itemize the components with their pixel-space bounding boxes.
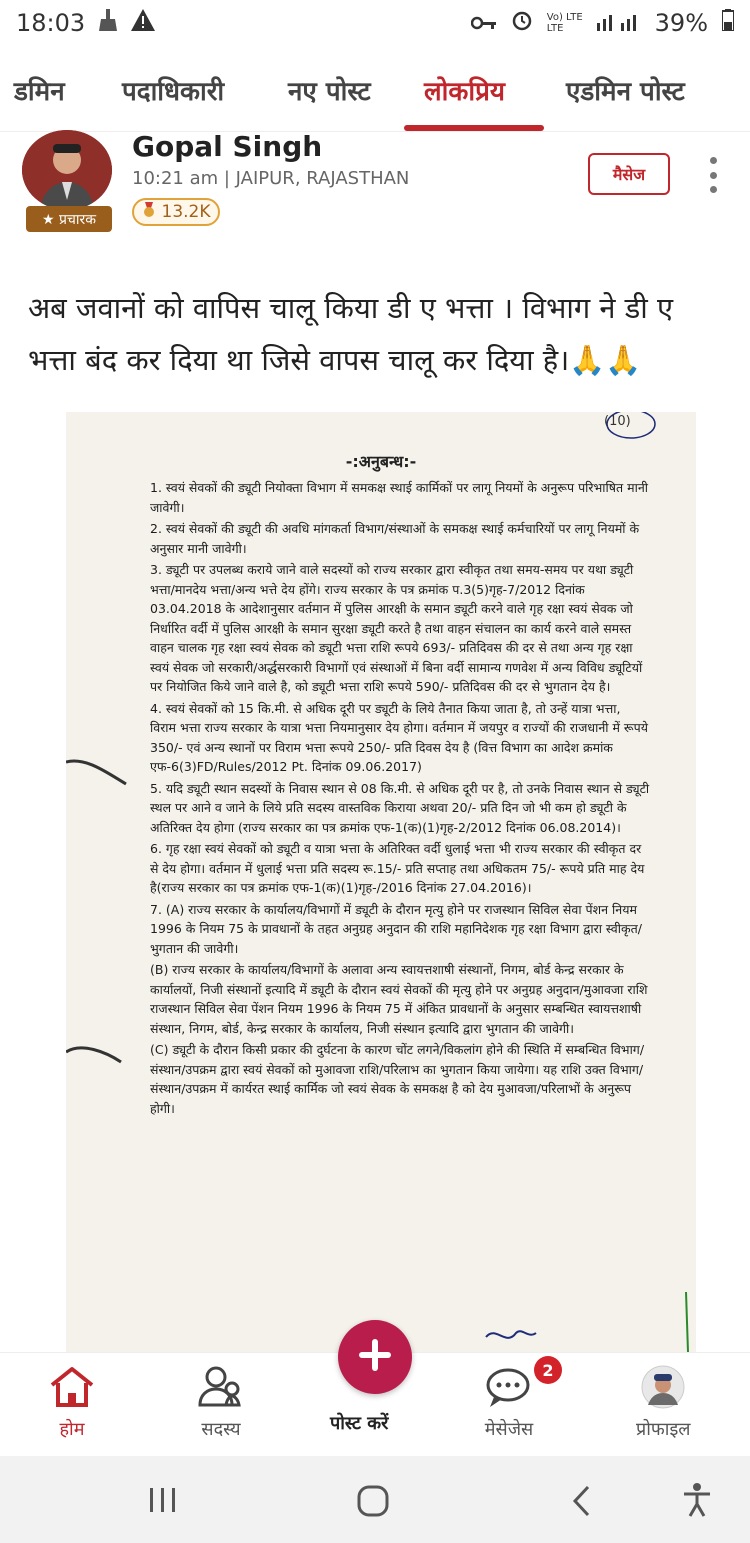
post-meta: 10:21 am | JAIPUR, RAJASTHAN (132, 168, 410, 189)
network-indicator (547, 12, 583, 34)
document-page-number: (10) (604, 414, 631, 429)
profile-avatar-icon (640, 1365, 686, 1413)
nav-members[interactable] (196, 1365, 246, 1441)
document-paragraph: 2. स्वयं सेवकों की ड्यूटी की अवधि मांगकर्ता विभाग/संस्थाओं के समकक्ष स्थाई कर्मचारियों पर लागू नियमों के अनुसार मानी जावेगी। (150, 521, 640, 556)
nav-home-label: होम (59, 1419, 85, 1440)
create-post-button[interactable] (338, 1320, 412, 1394)
document-paragraph: 5. यदि ड्यूटी स्थान सदस्यों के निवास स्थान से 08 कि.मी. से अधिक दूरी पर है, तो उनके निवास स्थान से ड्यूटी स्थल पर आने व जाने के लिये प्रति सदस्य वास्तविक किराया अथवा 20/- प्रति दिन जो भी कम हो ड्यूटी के अतिरिक्त देय होगा (राज्य सरकार का पत्र क्रमांक एफ-1(क)(1)गृह-2/2012 दिनांक 06.08.2014)। (150, 780, 650, 835)
message-button[interactable]: मैसेज (588, 153, 670, 195)
status-bar (0, 0, 750, 46)
back-icon[interactable] (570, 1484, 592, 1522)
rank-badge: ★ प्रचारक (26, 206, 112, 232)
nav-messages[interactable] (484, 1365, 534, 1441)
alarm-icon (511, 9, 533, 37)
accessibility-icon[interactable] (682, 1482, 712, 1522)
messages-count-badge: 2 (534, 1356, 562, 1384)
nav-members-label: सदस्य (201, 1419, 241, 1440)
nav-messages-label: मेसेजेस (484, 1419, 534, 1440)
signal-icon (597, 9, 641, 37)
recent-apps-icon[interactable] (148, 1486, 178, 1518)
nav-profile[interactable] (636, 1365, 691, 1441)
tab-admin-partial[interactable]: डमिन (14, 77, 65, 107)
document-heading: -:अनुबन्ध:- (345, 452, 417, 471)
post-text: अब जवानों को वापिस चालू किया डी ए भत्ता । विभाग ने डी ए भत्ता बंद कर दिया था जिसे वापस चालू कर दिया है।🙏🙏 (28, 291, 674, 377)
lte-label: LTE (546, 23, 564, 34)
more-options-icon[interactable] (706, 157, 720, 193)
warning-icon (131, 9, 155, 37)
points-value: 13.2K (161, 202, 211, 222)
tab-office-bearers[interactable]: पदाधिकारी (122, 77, 225, 107)
nav-post-label: पोस्ट करें (330, 1413, 389, 1434)
chat-icon (484, 1365, 534, 1413)
points-badge (132, 198, 220, 226)
plus-icon (357, 1337, 393, 1377)
key-icon (471, 9, 497, 37)
battery-icon (722, 9, 734, 37)
active-tab-indicator (404, 125, 544, 131)
tab-admin-posts[interactable]: एडमिन पोस्ट (566, 77, 685, 107)
document-paragraph: 4. स्वयं सेवकों को 15 कि.मी. से अधिक दूरी पर ड्यूटी के लिये तैनात किया जाता है, तो उन्हें यात्रा भत्ता, विराम भत्ता राज्य सरकार के यात्रा भत्ता नियमानुसार देय होगा। वर्तमान में जयपुर व राज्यों की राजधानी में रूपये 350/- एवं अन्य स्थानों पर विराम भत्ता रूपये 250/- प्रति दिवस देय है (वित्त विभाग का आदेश क्रमांक एफ-6(3)FD/Rules/2012 Pt. दिनांक 09.06.2017) (150, 700, 648, 774)
nav-home[interactable] (48, 1365, 96, 1441)
battery-percent: 39% (654, 9, 708, 37)
post-image-document[interactable] (66, 412, 696, 1352)
document-paragraph: 1. स्वयं सेवकों की ड्यूटी नियोक्ता विभाग में समकक्ष स्थाई कार्मिकों पर लागू नियमों के अनुरूप परिभाषित मानी जावेगी। (150, 480, 648, 515)
document-paragraph: (C) ड्यूटी के दौरान किसी प्रकार की दुर्घटना के कारण चोंट लगने/विकलांग होने की स्थिति में सम्बन्धित विभाग/संस्थान/उपक्रम द्वारा स्वयं सेवकों को मुआवजा राशि/परिलाभ का भुगतान किया जायेगा। यह राशि उक्त विभाग/संस्थान/उपक्रम में कार्यरत स्थाई कार्मिक जो स्वयं सेवक के समकक्ष है को देय मुआवजा/परिलाभों के अनुरूप होगी। (150, 1042, 645, 1116)
medal-icon (142, 202, 156, 223)
home-icon (48, 1365, 96, 1413)
nav-post[interactable] (330, 1411, 388, 1435)
document-paragraph: 6. गृह रक्षा स्वयं सेवकों को ड्यूटी व यात्रा भत्ता के अतिरिक्त वर्दी धुलाई भत्ता भी राज्य सरकार की स्वीकृत दर से देय होगा। वर्तमान में धुलाई भत्ता प्रति सदस्य रू.15/- प्रति सप्ताह तथा अधिकतम 75/- रूपये प्रति माह देय है(राज्य सरकार का पत्र क्रमांक एफ-1(क)(1)गृह-/2016 दिनांक 27.04.2016)। (150, 841, 645, 895)
status-time: 18:03 (16, 9, 86, 37)
home-button-icon[interactable] (356, 1484, 390, 1522)
members-icon (196, 1365, 246, 1413)
volte-label: Vo) LTE (546, 12, 583, 23)
document-paragraph: 3. ड्यूटी पर उपलब्ध कराये जाने वाले सदस्यों को राज्य सरकार द्वारा स्वीकृत तथा समय-समय पर यथा ड्यूटी भत्ता/मानदेय भत्ता/अन्य भत्ते देय होंगे। राज्य सरकार के पत्र क्रमांक प.3(5)गृह-7/2012 दिनांक 03.04.2018 के आदेशानुसार वर्तमान में पुलिस आरक्षी के समान ड्यूटी करने वाले गृह रक्षा स्वयं सेवक जो निर्धारित वर्दी में पुलिस आरक्षी के समान सुरक्षा ड्यूटी करते है तथा वाहन संचालन का कार्य करने वाले समस्त वाहन चालक गृह रक्षा स्वयं सेवक को ड्यूटी भत्ता राशि रूपये 693/- प्रतिदिवस की दर से तथा अन्य गृह रक्षा स्वयं सेवक जो सरकारी/अर्द्धसरकारी विभागों एवं संस्थाओं में बिना वर्दी सामान्य गणवेश में अन्य विविध ड्यूटियों पर नियोजित किये जाने वाले है, को ड्यूटी भत्ता राशि रूपये 590/- प्रतिदिवस की दर से भुगतान देय है। (150, 562, 643, 694)
document-paragraph: 7. (A) राज्य सरकार के कार्यालय/विभागों में ड्यूटी के दौरान मृत्यु होने पर राजस्थान सिविल सेवा पेंशन नियम 1996 के नियम 75 के प्रावधानों के तहत अनुग्रह अनुदान की राशि महानिदेशक गृह रक्षा विभाग द्वारा स्वीकृत/भुगतान की जावेगी। (150, 901, 642, 956)
document-paragraph: (B) राज्य सरकार के कार्यालय/विभागों के अलावा अन्य स्वायत्तशाषी संस्थानों, निगम, बोर्ड केन्द्र सरकार के कार्यालयों, निजी संस्थानों इत्यादि में ड्यूटी के दौरान स्वयं सेवकों की मृत्यु होने पर अनुग्रह अनुदान/मुआवजा राशि राजस्थान सिविल सेवा पेंशन नियम 1996 के नियम 75 में अंकित प्रावधानों के अनुसार सम्बन्धित स्वायत्तशाषी संस्थान, निगम, बोर्ड, केन्द्र सरकार के कार्यालय, निजी संस्थान इत्यादि द्वारा भुगतान की जावेगी। (150, 962, 648, 1036)
author-name[interactable]: Gopal Singh (132, 130, 323, 163)
tab-new-posts[interactable]: नए पोस्ट (288, 77, 371, 107)
cleaner-icon (99, 9, 117, 37)
nav-profile-label: प्रोफाइल (636, 1419, 691, 1440)
tab-popular[interactable]: लोकप्रिय (424, 77, 505, 107)
author-avatar[interactable] (22, 130, 112, 210)
document-body (150, 478, 650, 1120)
system-navigation-bar (0, 1456, 750, 1543)
category-tabs (0, 58, 750, 132)
